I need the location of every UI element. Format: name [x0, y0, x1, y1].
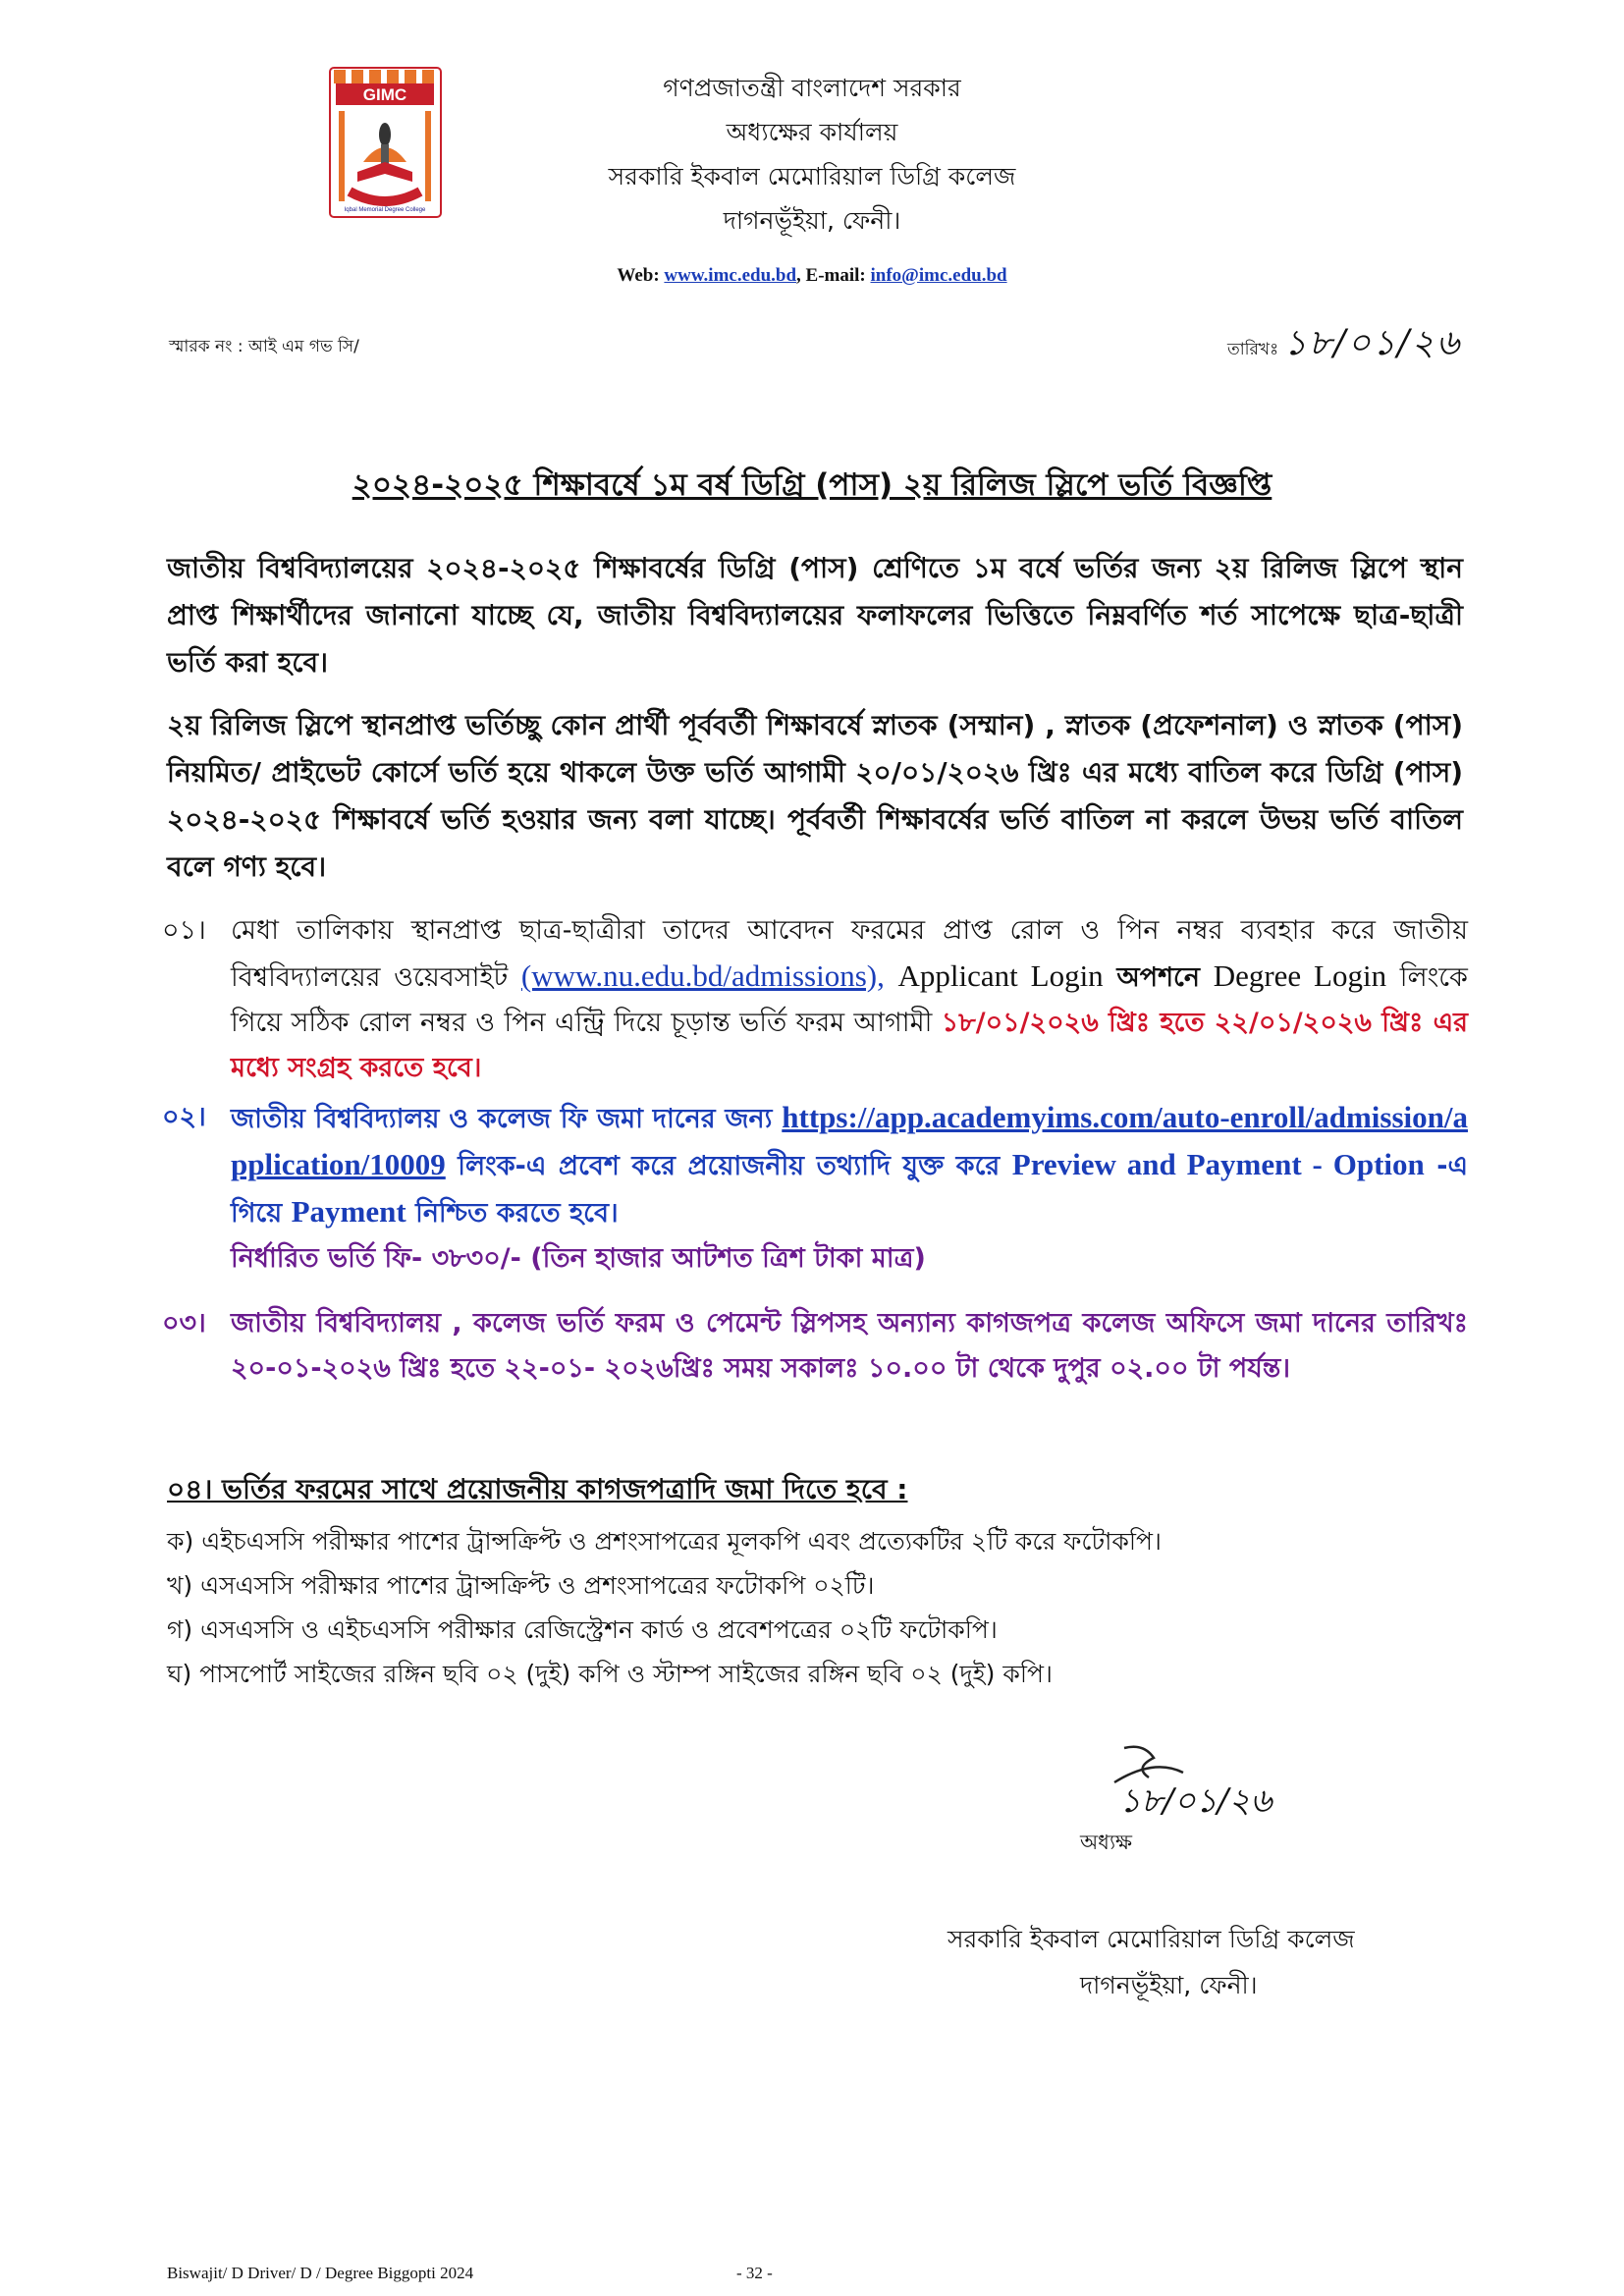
item-03-number: ০৩। — [162, 1308, 206, 1339]
item-01-text: মেধা তালিকায় স্থানপ্রাপ্ত ছাত্র-ছাত্রীরা তাদের আবেদন ফরমের প্রাপ্ত রোল ও পিন নম্বর ব্যবহার করে জাতীয় বিশ্ববিদ্যালয়ের ওয়েবসাইট — [231, 915, 1468, 993]
requirement-item: ক) এইচএসসি পরীক্ষার পাশের ট্রান্সক্রিপ্ট ও প্রশংসাপত্রের মূলকপি এবং প্রত্যেকটির ২টি করে ফটোকপি। — [167, 1527, 1162, 1556]
footer-file-ref: Biswajit/ D Driver/ D / Degree Biggopti 2024 — [167, 2264, 474, 2282]
item-02-text: জাতীয় বিশ্ববিদ্যালয় ও কলেজ ফি জমা দানের জন্য — [231, 1104, 773, 1134]
payment-text: Payment — [291, 1194, 406, 1229]
degree-login-text: Degree Login — [1213, 958, 1387, 993]
documents-heading: ০৪। ভর্তির ফরমের সাথে প্রয়োজনীয় কাগজপত্রাদি জমা দিতে হবে : — [167, 1473, 908, 1505]
item-02-number: ০২। — [162, 1102, 206, 1132]
item-02-instructions: লিংক-এ প্রবেশ করে প্রয়োজনীয় তথ্যাদি যুক্ত করে — [458, 1151, 1001, 1181]
signature-date: ১৮/০১/২৬ — [1119, 1781, 1272, 1821]
notice-title: ২০২৪-২০২৫ শিক্ষাবর্ষে ১ম বর্ষ ডিগ্রি (পাস) ২য় রিলিজ স্লিপে ভর্তি বিজ্ঞপ্তি — [352, 467, 1272, 503]
principal-title: অধ্যক্ষ — [1080, 1831, 1133, 1854]
website-link[interactable]: www.imc.edu.bd — [664, 265, 797, 286]
payment-link[interactable]: https://app.academyims.com/auto-enroll/admission/application/10009 — [231, 1100, 1468, 1181]
confirm-text: নিশ্চিত করতে হবে। — [415, 1198, 619, 1229]
preview-payment-option: Preview and Payment - Option — [1011, 1147, 1425, 1181]
memo-number: স্মারক নং : আই এম গভ সি/ — [169, 337, 359, 356]
applicant-login-text: Applicant Login — [897, 958, 1104, 993]
item-02 — [162, 1095, 1468, 1282]
handwritten-date: ১৮/০১/২৬ — [1283, 323, 1462, 363]
date-line — [1227, 316, 1461, 375]
header-line-office: অধ্যক্ষের কার্যালয় — [726, 118, 898, 146]
email-label: , E-mail: — [796, 265, 866, 286]
item-01 — [162, 908, 1468, 1091]
goto-text: -এ গিয়ে — [231, 1151, 1468, 1229]
item-03 — [162, 1301, 1468, 1392]
logo-text: GIMC — [362, 85, 407, 104]
item-01-instructions: লিংকে গিয়ে সঠিক রোল নম্বর ও পিন এন্ট্রি দিয়ে চূড়ান্ত ভর্তি ফরম আগামী — [231, 962, 1468, 1038]
nu-admission-link[interactable]: (www.nu.edu.bd/admissions), — [520, 958, 885, 993]
submission-schedule: জাতীয় বিশ্ববিদ্যালয় , কলেজ ভর্তি ফরম ও পেমেন্ট স্লিপসহ অন্যান্য কাগজপত্র কলেজ অফিসে জমা দানের তারিখঃ ২০-০১-২০২৬ খ্রিঃ হতে ২২-০১- ২০২৬খ্রিঃ সময় সকালঃ ১০.০০ টা থেকে দুপুর ০২.০০ টা পর্যন্ত। — [231, 1308, 1468, 1384]
header-line-govt: গণপ্রজাতন্ত্রী বাংলাদেশ সরকার — [663, 74, 961, 102]
requirement-item: ঘ) পাসপোর্ট সাইজের রঙ্গিন ছবি ০২ (দুই) কপি ও স্টাম্প সাইজের রঙ্গিন ছবি ০২ (দুই) কপি। — [167, 1660, 1053, 1688]
signature-place: দাগনভূঁইয়া, ফেনী। — [1080, 1971, 1258, 1999]
item-01-number: ০১। — [162, 915, 206, 946]
header-line-place: দাগনভূঁইয়া, ফেনী। — [723, 206, 901, 235]
option-text: অপশনে — [1116, 962, 1201, 993]
intro-paragraph: জাতীয় বিশ্ববিদ্যালয়ের ২০২৪-২০২৫ শিক্ষাবর্ষের ডিগ্রি (পাস) শ্রেণিতে ১ম বর্ষে ভর্তির জন্য ২য় রিলিজ স্লিপে স্থান প্রাপ্ত শিক্ষার্থীদের জানানো যাচ্ছে যে, জাতীয় বিশ্ববিদ্যালয়ের ফলাফলের ভিত্তিতে নিম্নবর্ণিত শর্ত সাপেক্ষে ছাত্র-ছাত্রী ভর্তি করা হবে। — [167, 552, 1463, 679]
signature-college: সরকারি ইকবাল মেমোরিয়াল ডিগ্রি কলেজ — [947, 1925, 1355, 1953]
admission-fee: নির্ধারিত ভর্তি ফি- ৩৮৩০/- (তিন হাজার আটশত ত্রিশ টাকা মাত্র) — [231, 1243, 926, 1274]
requirement-item: খ) এসএসসি পরীক্ষার পাশের ট্রান্সক্রিপ্ট ও প্রশংসাপত্রের ফটোকপি ০২টি। — [167, 1571, 875, 1600]
cancellation-paragraph: ২য় রিলিজ স্লিপে স্থানপ্রাপ্ত ভর্তিচ্ছু কোন প্রার্থী পূর্ববর্তী শিক্ষাবর্ষে স্নাতক (সম্মান) , স্নাতক (প্রফেশনাল) ও স্নাতক (পাস) নিয়মিত/ প্রাইভেট কোর্সে ভর্তি হয়ে থাকলে উক্ত ভর্তি আগামী ২০/০১/২০২৬ খ্রিঃ এর মধ্যে বাতিল করে ডিগ্রি (পাস) ২০২৪-২০২৫ শিক্ষাবর্ষে ভর্তি হওয়ার জন্য বলা যাচ্ছে। পূর্ববর্তী শিক্ষাবর্ষের ভর্তি বাতিল না করলে উভয় ভর্তি বাতিল বলে গণ্য হবে। — [167, 709, 1463, 883]
logo-banner: Iqbal Memorial Degree College — [344, 207, 426, 213]
email-link[interactable]: info@imc.edu.bd — [870, 265, 1007, 286]
page-number: - 32 - — [736, 2264, 773, 2282]
requirement-item: গ) এসএসসি ও এইচএসসি পরীক্ষার রেজিস্ট্রেশন কার্ড ও প্রবেশপত্রের ০২টি ফটোকপি। — [167, 1615, 998, 1644]
date-label: তারিখঃ — [1227, 340, 1279, 359]
web-label: Web: — [617, 265, 660, 286]
header-line-college: সরকারি ইকবাল মেমোরিয়াল ডিগ্রি কলেজ — [608, 162, 1016, 191]
header-contact — [0, 265, 1624, 287]
form-collection-deadline: ১৮/০১/২০২৬ খ্রিঃ হতে ২২/০১/২০২৬ খ্রিঃ এর মধ্যে সংগ্রহ করতে হবে। — [231, 1008, 1468, 1083]
